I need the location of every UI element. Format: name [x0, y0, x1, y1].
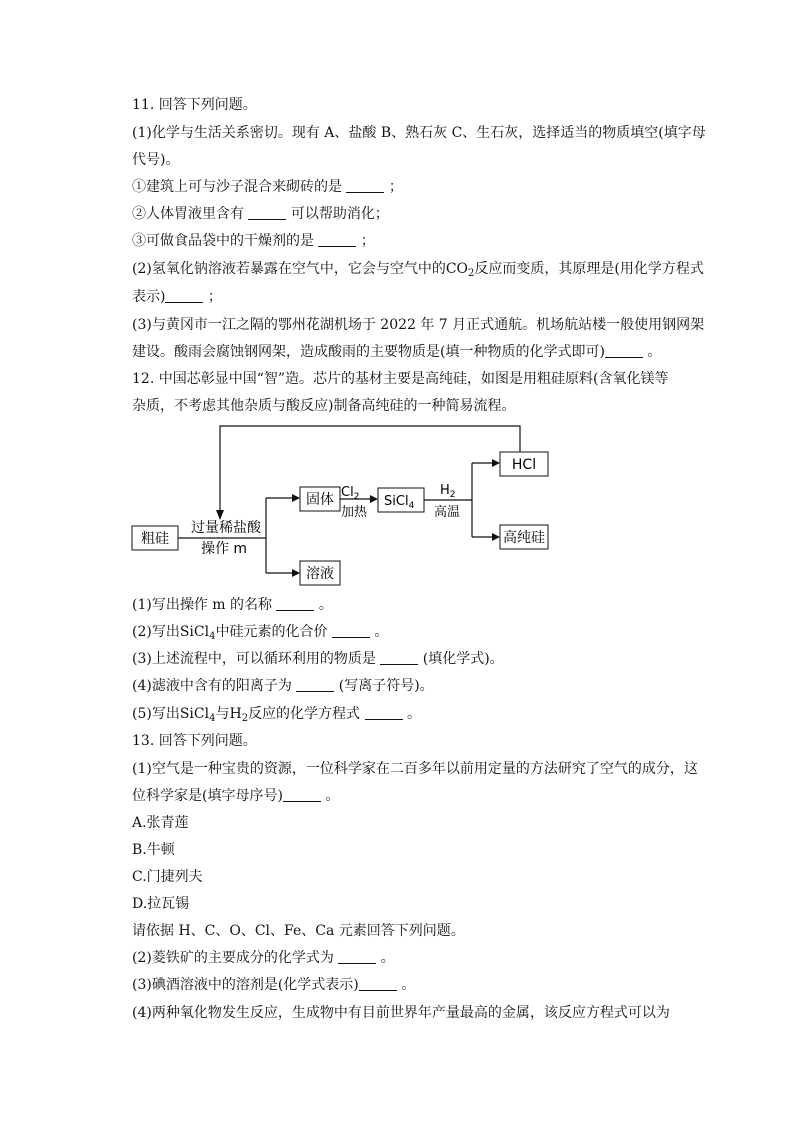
q11-sub2-end: 可以帮助消化；	[290, 206, 389, 222]
cl2-sub: 2	[353, 492, 360, 502]
pure-arrowhead	[492, 533, 500, 541]
q11-part3: (3)与黄冈市一江之隔的鄂州花湖机场于 2022 年 7 月正式通航。机场航站楼一般使用钢网架	[132, 317, 705, 333]
cl2-label	[341, 485, 359, 502]
hcl-arrowhead	[492, 459, 500, 467]
option-c[interactable]: C.门捷列夫	[132, 869, 203, 885]
acid-label: 过量稀盐酸	[191, 520, 261, 536]
q11-part2-b: 反应而变质，其原理是(用化学方程式	[474, 261, 704, 277]
option-a[interactable]: A.张青莲	[132, 815, 189, 831]
solution-box	[300, 561, 340, 585]
q12-a4-end: (写离子符号)。	[338, 678, 434, 694]
crude-silicon-box	[132, 526, 178, 550]
sicl4-text: SiCl	[384, 494, 409, 509]
q12-a5-c: 反应的化学方程式	[248, 706, 361, 722]
option-d[interactable]: D.拉瓦锡	[132, 896, 190, 912]
q12-a5-end: 。	[406, 706, 421, 722]
crude-silicon-label: 粗硅	[141, 531, 169, 547]
answer-blank[interactable]	[276, 596, 314, 611]
h2-label	[440, 483, 456, 500]
hightemp-label: 高温	[434, 505, 461, 520]
answer-blank[interactable]	[359, 976, 397, 991]
recycle-arrowhead	[216, 510, 224, 520]
answer-blank[interactable]	[296, 677, 334, 692]
q11-sub3-text: ③可做食品袋中的干燥剂的是	[132, 233, 314, 249]
q12-a2-end: 。	[374, 624, 389, 640]
solid-label: 固体	[306, 492, 334, 508]
q11-part1-cont: 代号)。	[132, 152, 180, 168]
h2-sub: 2	[449, 490, 456, 500]
q13-part4: (4)两种氧化物发生反应，生成物中有目前世界年产量最高的金属，该反应方程式可以为	[132, 1005, 670, 1021]
q13-part1-cont	[132, 787, 339, 805]
h2-text: H	[440, 483, 450, 498]
q13-part2-text: (2)菱铁矿的主要成分的化学式为	[132, 950, 334, 966]
q12-title-cont: 杂质，不考虑其他杂质与酸反应)制备高纯硅的一种简易流程。	[132, 398, 516, 414]
q11-sub1-text: ①建筑上可与沙子混合来砌砖的是	[132, 179, 342, 195]
answer-blank[interactable]	[338, 949, 376, 964]
q11-part2-sub: 2	[468, 268, 475, 279]
sicl4-sub: 4	[408, 501, 415, 511]
q13-part1-end: 。	[325, 788, 340, 804]
q12-a5-sub1: 4	[209, 713, 216, 724]
q11-part1: (1)化学与生活关系密切。现有 A、盐酸 B、熟石灰 C、生石灰，选择适当的物质填空(填字母	[132, 125, 706, 141]
hcl-label: HCl	[511, 457, 537, 473]
sicl4-box	[378, 488, 424, 512]
q13-part1-b: 位科学家是(填字母序号)	[132, 788, 283, 804]
q12-a2	[132, 623, 388, 641]
q12-a5-sub2: 2	[241, 713, 249, 724]
q11-title: 11. 回答下列问题。	[132, 97, 257, 113]
q12-a2-a: (2)写出SiCl	[132, 624, 210, 640]
q13-part3	[132, 976, 415, 994]
pure-silicon-label: 高纯硅	[503, 530, 545, 546]
q12-title: 12. 中国芯彰显中国“智”造。芯片的基材主要是高纯硅，如图是用粗硅原料(含氧化镁等	[132, 371, 669, 387]
option-b[interactable]: B.牛顿	[132, 842, 175, 858]
solid-box	[300, 487, 340, 511]
q11-sub2-text: ②人体胃液里含有	[132, 206, 244, 222]
q13-part2-end: 。	[380, 950, 395, 966]
q11-sub3-end: ；	[360, 233, 375, 249]
q12-a1-text: (1)写出操作 m 的名称	[132, 597, 273, 613]
pure-silicon-box	[500, 525, 548, 549]
q13-intro: 请依据 H、C、O、Cl、Fe、Ca 元素回答下列问题。	[132, 923, 465, 939]
q11-part3-end: 。	[647, 344, 662, 360]
q11-part2-c: 表示)	[132, 289, 166, 305]
q13-part3-text: (3)碘酒溶液中的溶剂是(化学式表示)	[132, 977, 359, 993]
q12-a1	[132, 596, 333, 614]
q13-part2	[132, 949, 395, 967]
q12-a1-end: 。	[318, 597, 333, 613]
q12-a5-a: (5)写出SiCl	[132, 706, 210, 722]
q13-part1: (1)空气是一种宝贵的资源，一位科学家在二百多年以前用定量的方法研究了空气的成分，这	[132, 761, 698, 777]
q12-a5-b: 与H	[215, 706, 242, 722]
solution-label: 溶液	[306, 566, 334, 582]
q11-part3-b: 建设。酸雨会腐蚀钢网架，造成酸雨的主要物质是(填一种物质的化学式即可)	[132, 344, 605, 360]
q11-part2-end: ；	[207, 289, 222, 305]
q13-title: 13. 回答下列问题。	[132, 733, 257, 749]
q12-a5	[132, 705, 421, 723]
q12-a3-end: (填化学式)。	[422, 651, 504, 667]
q12-a2-b: 中硅元素的化合价	[215, 624, 328, 640]
q12-a4-text: (4)滤液中含有的阳离子为	[132, 678, 292, 694]
cl2-text: Cl	[341, 485, 354, 500]
operation-label: 操作 m	[200, 541, 248, 557]
heat-label: 加热	[341, 505, 368, 520]
q11-sub1-end: ；	[388, 179, 403, 195]
answer-blank[interactable]	[332, 623, 370, 638]
answer-blank[interactable]	[380, 650, 418, 665]
answer-blank[interactable]	[365, 705, 403, 720]
q11-part2-a: (2)氢氧化钠溶液若暴露在空气中，它会与空气中的CO	[132, 261, 469, 277]
q12-a3	[132, 650, 504, 668]
q12-a3-text: (3)上述流程中，可以循环利用的物质是	[132, 651, 376, 667]
cl2-arrowhead	[370, 495, 378, 503]
hcl-box	[500, 452, 548, 476]
solid-arrowhead	[292, 494, 300, 502]
answer-blank[interactable]	[283, 787, 321, 802]
q12-a4	[132, 677, 434, 695]
q13-part3-end: 。	[401, 977, 416, 993]
solution-arrowhead	[292, 569, 300, 577]
q12-a2-sub: 4	[209, 631, 216, 642]
